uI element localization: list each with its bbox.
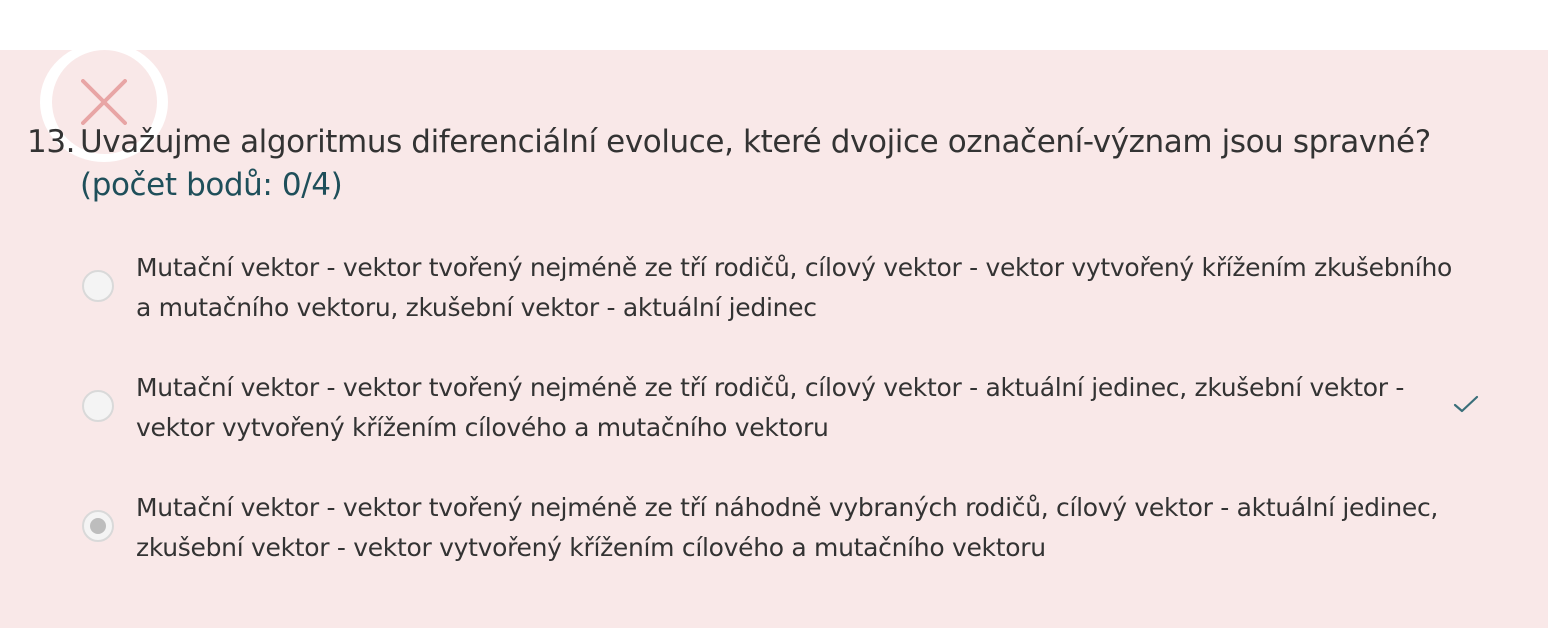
question-points: (počet bodů: 0/4) bbox=[80, 167, 343, 203]
question-text: Uvažujme algoritmus diferenciální evoluce, které dvojice označení-význam jsou spravné? bbox=[80, 124, 1431, 160]
question-panel bbox=[0, 50, 1548, 628]
check-icon bbox=[1453, 395, 1479, 413]
answer-option-label: Mutační vektor - vektor tvořený nejméně ze tří náhodně vybraných rodičů, cílový vektor - aktuální jedinec, zkušební vektor - vektor vytvořený křížením cílového a mutačního vektoru bbox=[136, 493, 1439, 562]
question-number: 13. bbox=[27, 124, 76, 160]
answer-option-label: Mutační vektor - vektor tvořený nejméně ze tří rodičů, cílový vektor - vektor vytvořený křížením zkušebního a mutačního vektoru, zkušební vektor - aktuální jedinec bbox=[136, 253, 1452, 322]
answer-option-label: Mutační vektor - vektor tvořený nejméně ze tří rodičů, cílový vektor - aktuální jedinec, zkušební vektor - vektor vytvořený křížením cílového a mutačního vektoru bbox=[136, 373, 1405, 442]
radio-button[interactable] bbox=[82, 390, 114, 422]
close-icon bbox=[81, 79, 127, 125]
radio-button[interactable] bbox=[82, 270, 114, 302]
radio-button-selected[interactable] bbox=[82, 510, 114, 542]
answer-option-1[interactable] bbox=[80, 248, 1500, 328]
answer-option-3[interactable] bbox=[80, 488, 1500, 568]
answer-option-2[interactable] bbox=[80, 368, 1500, 448]
